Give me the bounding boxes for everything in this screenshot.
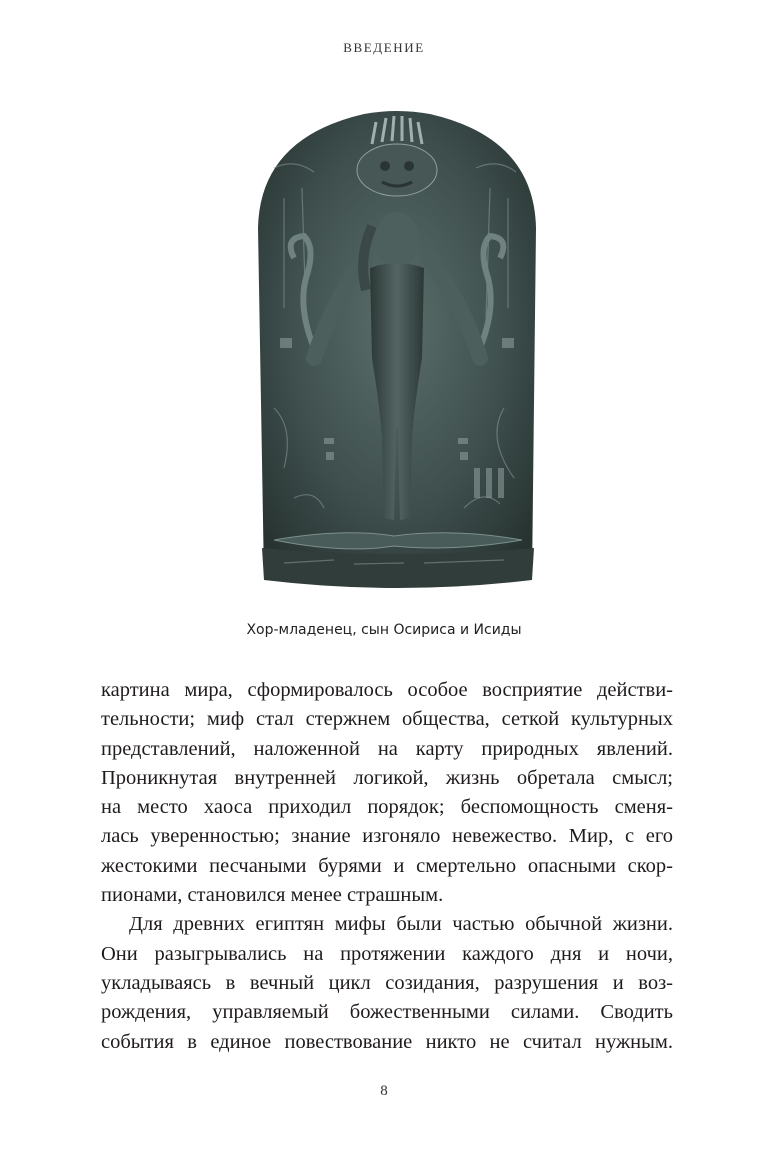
page-number: 8 xyxy=(380,1083,388,1099)
running-head: ВВЕДЕНИЕ xyxy=(343,40,425,55)
text-line: рождения, управляемый божественными силами. Сводить xyxy=(101,1001,673,1024)
text-line: лась уверенностью; знание изгоняло невежество. Мир, с его xyxy=(101,825,673,848)
text-line: Для древних египтян мифы были частью обычной жизни. xyxy=(129,913,673,936)
text-line: события в единое повествование никто не считал нужным. xyxy=(101,1030,673,1053)
text-line: укладываясь в вечный цикл созидания, разрушения и воз- xyxy=(101,971,673,994)
text-line: на место хаоса приходил порядок; беспомощность сменя- xyxy=(101,796,673,819)
stela-figure xyxy=(254,108,540,596)
text-line: тельности; миф стал стержнем общества, сеткой культурных xyxy=(101,708,673,731)
figure-caption: Хор-младенец, сын Осириса и Исиды xyxy=(246,622,522,638)
text-line: жестокими песчаными бурями и смертельно опасными скор- xyxy=(101,854,673,877)
text-line: картина мира, сформировалось особое восприятие действи- xyxy=(101,679,673,701)
body-text xyxy=(101,676,673,1057)
text-line: Они разыгрывались на протяжении каждого дня и ночи, xyxy=(101,942,673,965)
text-line: пионами, становился менее страшным. xyxy=(101,884,444,907)
text-line: представлений, наложенной на карту природных явлений. xyxy=(101,737,673,760)
horus-stela-illustration xyxy=(254,108,540,596)
text-line: Проникнутая внутренней логикой, жизнь обретала смысл; xyxy=(101,766,673,789)
